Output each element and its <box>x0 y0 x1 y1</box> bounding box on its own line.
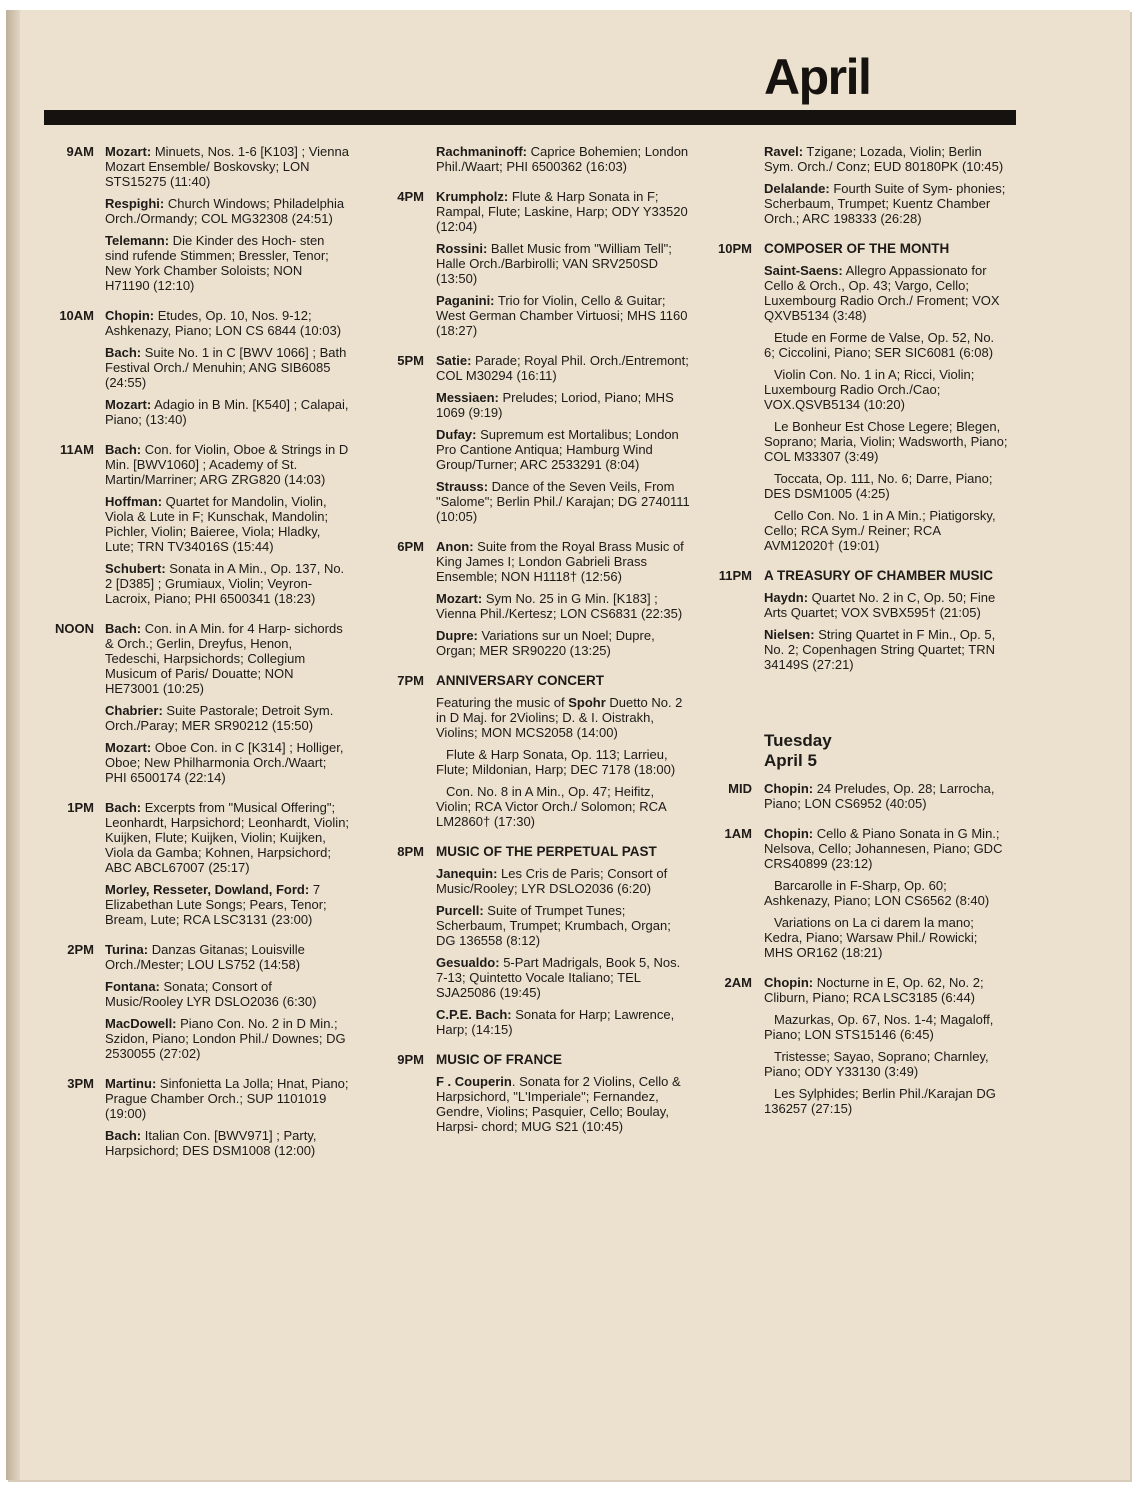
listing-entry <box>764 826 1008 871</box>
listing-text: Die Kinder des Hoch- sten sind rufende Stimmen; Bressler, Tenor; New York Chamber Soloists; NON H71190 (12:10) <box>105 233 329 293</box>
listing-text: 5-Part Madrigals, Book 5, Nos. 7-13; Quintetto Vocale Italiano; TEL SJA25086 (19:45) <box>436 955 681 1000</box>
slot-entries <box>105 308 350 434</box>
composer-name: Mozart: <box>105 740 152 755</box>
time-slot <box>708 826 1008 967</box>
composer-name: Haydn: <box>764 590 809 605</box>
composer-name: Bach: <box>105 345 142 360</box>
composer-name: MacDowell: <box>105 1016 177 1031</box>
listing-entry <box>436 1074 690 1134</box>
composer-name: Dupre: <box>436 628 478 643</box>
composer-name: Delalande: <box>764 181 830 196</box>
listing-entry <box>105 800 350 875</box>
time-slot <box>50 621 350 792</box>
listing-text: Variations on La ci darem la mano; Kedra, Piano; Warsaw Phil./ Rowicki; MHS OR162 (18:21) <box>764 915 978 960</box>
slot-entries <box>436 144 690 181</box>
slot-time: 4PM <box>397 189 424 204</box>
listing-text: Tzigane; Lozada, Violin; Berlin Sym. Orch./ Conz; EUD 80180PK (10:45) <box>764 144 1004 174</box>
slot-entries <box>764 826 1008 967</box>
listing-text: Trio for Violin, Cello & Guitar; West German Chamber Virtuosi; MHS 1160 (18:27) <box>436 293 688 338</box>
listing-entry <box>105 233 350 293</box>
listing-entry <box>105 561 350 606</box>
slot-entries <box>764 781 1008 818</box>
listing-entry <box>764 1049 1008 1079</box>
listing-entry <box>764 367 1008 412</box>
time-slot <box>390 144 690 181</box>
composer-name: Janequin: <box>436 866 498 881</box>
listing-entry <box>105 942 350 972</box>
program-heading: ANNIVERSARY CONCERT <box>436 673 605 688</box>
time-slot <box>50 442 350 613</box>
listing-text: Flute & Harp Sonata in F; Rampal, Flute; Laskine, Harp; ODY Y33520 (12:04) <box>436 189 688 234</box>
listing-text: Dance of the Seven Veils, From "Salome"; Berlin Phil./ Karajan; DG 2740111 (10:05) <box>436 479 690 524</box>
day-date: April 5 <box>764 751 817 770</box>
listing-entry <box>436 903 690 948</box>
slot-time: 1PM <box>67 800 94 815</box>
listing-entry <box>105 621 350 696</box>
composer-name: Strauss: <box>436 479 489 494</box>
listing-text: Italian Con. [BWV971] ; Party, Harpsichord; DES DSM1008 (12:00) <box>105 1128 317 1158</box>
listing-text: Barcarolle in F-Sharp, Op. 60; Ashkenazy, Piano; LON CS6562 (8:40) <box>764 878 990 908</box>
slot-entries <box>436 353 690 531</box>
listing-text: Con. in A Min. for 4 Harp- sichords & Orch.; Gerlin, Dreyfus, Henon, Tedeschi, Harpsichords; Collegium Musicum of Paris/ Douatte; NON HE73001 (10:25) <box>105 621 343 696</box>
listing-entry <box>436 189 690 234</box>
slot-time: NOON <box>55 621 94 636</box>
listing-entry <box>436 539 690 584</box>
listing-entry <box>436 390 690 420</box>
listing-entry <box>105 494 350 554</box>
header-rule <box>44 110 1016 125</box>
slot-time: 11AM <box>60 442 94 457</box>
listing-entry <box>105 442 350 487</box>
time-slot <box>50 942 350 1068</box>
day-weekday: Tuesday <box>764 731 832 750</box>
time-slot <box>390 673 690 836</box>
listing-text: Sym No. 25 in G Min. [K183] ; Vienna Phil./Kertesz; LON CS6831 (22:35) <box>436 591 683 621</box>
composer-name: Krumpholz: <box>436 189 509 204</box>
slot-entries <box>105 800 350 934</box>
slot-time: 5PM <box>397 353 424 368</box>
listing-text: Violin Con. No. 1 in A; Ricci, Violin; Luxembourg Radio Orch./Cao; VOX.QSVB5134 (10:20) <box>764 367 975 412</box>
composer-name: Mozart: <box>105 144 152 159</box>
listing-text: Sonata in A Min., Op. 137, No. 2 [D385] ; Grumiaux, Violin; Veyron-Lacroix, Piano; PHI 6500341 (18:23) <box>105 561 345 606</box>
slot-entries <box>764 241 1008 560</box>
program-heading: COMPOSER OF THE MONTH <box>764 241 950 256</box>
listing-entry <box>436 955 690 1000</box>
listing-text: Piano Con. No. 2 in D Min.; Szidon, Piano; London Phil./ Downes; DG 2530055 (27:02) <box>105 1016 346 1061</box>
listing-entry <box>105 740 350 785</box>
time-slot <box>390 1052 690 1141</box>
listing-entry <box>764 915 1008 960</box>
slot-entries <box>436 844 690 1044</box>
time-slot <box>50 144 350 300</box>
slot-time: 8PM <box>397 844 424 859</box>
listing-entry <box>764 1012 1008 1042</box>
composer-name: Bach: <box>105 442 142 457</box>
listing-entry <box>436 353 690 383</box>
listing-text: Les Sylphides; Berlin Phil./Karajan DG 136257 (27:15) <box>764 1086 996 1116</box>
listing-entry <box>436 784 690 829</box>
listing-entry <box>764 1086 1008 1116</box>
listing-text: Suite No. 1 in C [BWV 1066] ; Bath Festival Orch./ Menuhin; ANG SIB6085 (24:55) <box>105 345 347 390</box>
listing-entry <box>436 591 690 621</box>
composer-name: Mozart: <box>436 591 483 606</box>
listing-text: Danzas Gitanas; Louisville Orch./Mester; LOU LS752 (14:58) <box>105 942 305 972</box>
listing-text: Sinfonietta La Jolla; Hnat, Piano; Prague Chamber Orch.; SUP 1101019 (19:00) <box>105 1076 349 1121</box>
time-slot <box>50 800 350 934</box>
listing-text: Featuring the music of <box>436 695 569 710</box>
slot-time: 1AM <box>724 826 752 841</box>
composer-name: Morley, Resseter, Dowland, Ford: <box>105 882 310 897</box>
listing-text: Minuets, Nos. 1-6 [K103] ; Vienna Mozart Ensemble/ Boskovsky; LON STS15275 (11:40) <box>105 144 349 189</box>
listing-entry <box>105 1128 350 1158</box>
listing-entry <box>436 866 690 896</box>
time-slot <box>390 844 690 1044</box>
listing-text: Le Bonheur Est Chose Legere; Blegen, Soprano; Maria, Violin; Wadsworth, Piano; COL M33307 (3:49) <box>764 419 1008 464</box>
listing-entry <box>105 397 350 427</box>
schedule-column-2 <box>390 144 690 1149</box>
listing-text: Suite from the Royal Brass Music of King James I; London Gabrieli Brass Ensemble; NON H1118† (12:56) <box>436 539 684 584</box>
listing-text: Sonata; Consort of Music/Rooley LYR DSLO2036 (6:30) <box>105 979 317 1009</box>
listing-text: Con. No. 8 in A Min., Op. 47; Heifitz, Violin; RCA Victor Orch./ Solomon; RCA LM2860† (17:30) <box>436 784 667 829</box>
listing-text: Con. for Violin, Oboe & Strings in D Min. [BWV1060] ; Academy of St. Martin/Marriner; ARG ZRG820 (14:03) <box>105 442 349 487</box>
slot-time: 7PM <box>397 673 424 688</box>
slot-time: 2PM <box>67 942 94 957</box>
composer-name: Ravel: <box>764 144 804 159</box>
program-heading: A TREASURY OF CHAMBER MUSIC <box>764 568 994 583</box>
slot-time: 10PM <box>718 241 752 256</box>
listing-entry <box>764 878 1008 908</box>
listing-text: . Sonata for 2 Violins, Cello & Harpsichord, "L'Imperiale"; Fernandez, Gendre, Violins; Pasquier, Cello; Boulay, Harpsi- chord; MUG S21 (10:45) <box>436 1074 681 1134</box>
composer-name: Fontana: <box>105 979 160 994</box>
time-slot <box>708 144 1008 233</box>
listing-entry <box>105 703 350 733</box>
composer-name: C.P.E. Bach: <box>436 1007 512 1022</box>
composer-name: Purcell: <box>436 903 484 918</box>
listing-text: Etude en Forme de Valse, Op. 52, No. 6; Ciccolini, Piano; SER SIC6081 (6:08) <box>764 330 995 360</box>
composer-name: Hoffman: <box>105 494 163 509</box>
listing-text: Sonata for Harp; Lawrence, Harp; (14:15) <box>436 1007 675 1037</box>
slot-entries <box>436 539 690 665</box>
listing-text: Cello Con. No. 1 in A Min.; Piatigorsky, Cello; RCA Sym./ Reiner; RCA AVM12020† (19:01) <box>764 508 996 553</box>
composer-name: Schubert: <box>105 561 166 576</box>
listing-entry <box>764 181 1008 226</box>
slot-time: 3PM <box>67 1076 94 1091</box>
listing-entry <box>436 747 690 777</box>
composer-name: Nielsen: <box>764 627 815 642</box>
listing-entry <box>764 419 1008 464</box>
listing-entry <box>764 781 1008 811</box>
schedule-column-1 <box>50 144 350 1173</box>
slot-time: MID <box>728 781 752 796</box>
page-binding-edge <box>6 10 20 1480</box>
listing-entry <box>764 263 1008 323</box>
composer-name: F . Couperin <box>436 1074 512 1089</box>
slot-time: 11PM <box>718 568 752 583</box>
schedule-column-3 <box>708 144 1008 1131</box>
composer-name: Rachmaninoff: <box>436 144 527 159</box>
slot-time: 6PM <box>397 539 424 554</box>
composer-name: Spohr <box>568 695 606 710</box>
slot-entries <box>764 975 1008 1123</box>
slot-entries <box>436 189 690 345</box>
slot-entries <box>764 568 1008 679</box>
composer-name: Respighi: <box>105 196 165 211</box>
listing-text: Cello & Piano Sonata in G Min.; Nelsova, Cello; Johannesen, Piano; GDC CRS40899 (23:12) <box>764 826 1003 871</box>
listing-text: Quartet No. 2 in C, Op. 50; Fine Arts Quartet; VOX SVBX595† (21:05) <box>764 590 996 620</box>
time-slot <box>390 353 690 531</box>
listing-text: 7 Elizabethan Lute Songs; Pears, Tenor; Bream, Lute; RCA LSC3131 (23:00) <box>105 882 327 927</box>
time-slot <box>708 241 1008 560</box>
composer-name: Paganini: <box>436 293 495 308</box>
composer-name: Chopin: <box>764 826 814 841</box>
listing-entry <box>436 293 690 338</box>
listing-entry <box>764 144 1008 174</box>
time-slot <box>708 568 1008 679</box>
slot-time: 2AM <box>724 975 752 990</box>
slot-entries <box>436 673 690 836</box>
listing-text: Quartet for Mandolin, Violin, Viola & Lute in F; Kunschak, Mandolin; Pichler, Violin; Baieree, Viola; Hladky, Lute; TRN TV34016S (15:44) <box>105 494 329 554</box>
composer-name: Bach: <box>105 1128 142 1143</box>
listing-entry <box>436 144 690 174</box>
page-title: April <box>764 49 871 105</box>
listing-entry <box>105 144 350 189</box>
composer-name: Anon: <box>436 539 474 554</box>
time-slot <box>708 781 1008 818</box>
listing-text: Nocturne in E, Op. 62, No. 2; Cliburn, Piano; RCA LSC3185 (6:44) <box>764 975 984 1005</box>
listing-entry <box>764 975 1008 1005</box>
slot-entries <box>105 621 350 792</box>
listing-text: Adagio in B Min. [K540] ; Calapai, Piano; (13:40) <box>105 397 349 427</box>
listing-entry <box>436 427 690 472</box>
slot-entries <box>105 144 350 300</box>
listing-entry <box>436 1007 690 1037</box>
composer-name: Chopin: <box>764 975 814 990</box>
listing-entry <box>105 979 350 1009</box>
listing-entry <box>105 308 350 338</box>
slot-entries <box>764 144 1008 233</box>
slot-entries <box>436 1052 690 1141</box>
composer-name: Martinu: <box>105 1076 157 1091</box>
listing-entry <box>436 479 690 524</box>
listing-text: Preludes; Loriod, Piano; MHS 1069 (9:19) <box>436 390 674 420</box>
listing-text: Fourth Suite of Sym- phonies; Scherbaum, Trumpet; Kuentz Chamber Orch.; ARC 198333 (26:28) <box>764 181 1006 226</box>
listing-entry <box>105 882 350 927</box>
listing-text: Tristesse; Sayao, Soprano; Charnley, Piano; ODY Y33130 (3:49) <box>764 1049 989 1079</box>
listing-text: 24 Preludes, Op. 28; Larrocha, Piano; LON CS6952 (40:05) <box>764 781 995 811</box>
composer-name: Telemann: <box>105 233 170 248</box>
listing-text: Excerpts from "Musical Offering"; Leonhardt, Harpsichord; Leonhardt, Violin; Kuijken, Flute; Kuijken, Violin; Kuijken, Viola da Gamba; Kohnen, Harpsichord; ABC ABCL67007 (25:17) <box>105 800 350 875</box>
slot-time: 10AM <box>59 308 94 323</box>
listing-text: Variations sur un Noel; Dupre, Organ; MER SR90220 (13:25) <box>436 628 655 658</box>
composer-name: Chabrier: <box>105 703 163 718</box>
composer-name: Dufay: <box>436 427 477 442</box>
schedule-column-3-top <box>708 144 1008 679</box>
listing-text: Flute & Harp Sonata, Op. 113; Larrieu, Flute; Mildonian, Harp; DEC 7178 (18:00) <box>436 747 676 777</box>
day-heading <box>764 731 1008 771</box>
composer-name: Satie: <box>436 353 472 368</box>
listing-entry <box>764 330 1008 360</box>
listing-entry <box>764 627 1008 672</box>
listing-text: Toccata, Op. 111, No. 6; Darre, Piano; DES DSM1005 (4:25) <box>764 471 993 501</box>
listing-text: Duetto No. 2 in D Maj. for 2Violins; D. & I. Oistrakh, Violins; MON MCS2058 (14:00) <box>436 695 683 740</box>
program-heading: MUSIC OF FRANCE <box>436 1052 562 1067</box>
composer-name: Rossini: <box>436 241 488 256</box>
composer-name: Bach: <box>105 800 142 815</box>
listing-text: Supremum est Mortalibus; London Pro Cantione Antiqua; Hamburg Wind Group/Turner; ARC 2533291 (8:04) <box>436 427 679 472</box>
listing-text: Allegro Appassionato for Cello & Orch., Op. 43; Vargo, Cello; Luxembourg Radio Orch./ Froment; VOX QXVB5134 (3:48) <box>764 263 1000 323</box>
listing-text: Suite Pastorale; Detroit Sym. Orch./Paray; MER SR90212 (15:50) <box>105 703 334 733</box>
time-slot <box>50 1076 350 1165</box>
slot-time: 9AM <box>66 144 94 159</box>
composer-name: Bach: <box>105 621 142 636</box>
listing-text: Les Cris de Paris; Consort of Music/Rooley; LYR DSLO2036 (6:20) <box>436 866 668 896</box>
composer-name: Chopin: <box>105 308 155 323</box>
program-heading: MUSIC OF THE PERPETUAL PAST <box>436 844 657 859</box>
listing-text: Etudes, Op. 10, Nos. 9-12; Ashkenazy, Piano; LON CS 6844 (10:03) <box>105 308 342 338</box>
listing-entry <box>764 471 1008 501</box>
composer-name: Saint-Saens: <box>764 263 843 278</box>
listing-entry <box>764 590 1008 620</box>
time-slot <box>708 975 1008 1123</box>
composer-name: Turina: <box>105 942 149 957</box>
listing-entry <box>436 695 690 740</box>
listing-text: Church Windows; Philadelphia Orch./Ormandy; COL MG32308 (24:51) <box>105 196 345 226</box>
time-slot <box>390 539 690 665</box>
listing-entry <box>105 1076 350 1121</box>
slot-entries <box>105 1076 350 1165</box>
time-slot <box>50 308 350 434</box>
time-slot <box>390 189 690 345</box>
slot-entries <box>105 442 350 613</box>
slot-entries <box>105 942 350 1068</box>
composer-name: Mozart: <box>105 397 152 412</box>
listing-text: Parade; Royal Phil. Orch./Entremont; COL M30294 (16:11) <box>436 353 689 383</box>
listing-entry <box>105 345 350 390</box>
listing-text: String Quartet in F Min., Op. 5, No. 2; Copenhagen String Quartet; TRN 34149S (27:21) <box>764 627 996 672</box>
listing-entry <box>764 508 1008 553</box>
composer-name: Messiaen: <box>436 390 499 405</box>
listing-entry <box>105 1016 350 1061</box>
listing-text: Ballet Music from "William Tell"; Halle Orch./Barbirolli; VAN SRV250SD (13:50) <box>436 241 672 286</box>
slot-time: 9PM <box>397 1052 424 1067</box>
composer-name: Chopin: <box>764 781 814 796</box>
listing-text: Caprice Bohemien; London Phil./Waart; PHI 6500362 (16:03) <box>436 144 689 174</box>
composer-name: Gesualdo: <box>436 955 500 970</box>
listing-entry <box>436 241 690 286</box>
listing-text: Suite of Trumpet Tunes; Scherbaum, Trumpet; Krumbach, Organ; DG 136558 (8:12) <box>436 903 671 948</box>
listing-entry <box>105 196 350 226</box>
listing-text: Oboe Con. in C [K314] ; Holliger, Oboe; New Philharmonia Orch./Waart; PHI 6500174 (22:14) <box>105 740 344 785</box>
schedule-column-3-bottom <box>708 781 1008 1123</box>
listing-entry <box>436 628 690 658</box>
listing-text: Mazurkas, Op. 67, Nos. 1-4; Magaloff, Piano; LON STS15146 (6:45) <box>764 1012 994 1042</box>
